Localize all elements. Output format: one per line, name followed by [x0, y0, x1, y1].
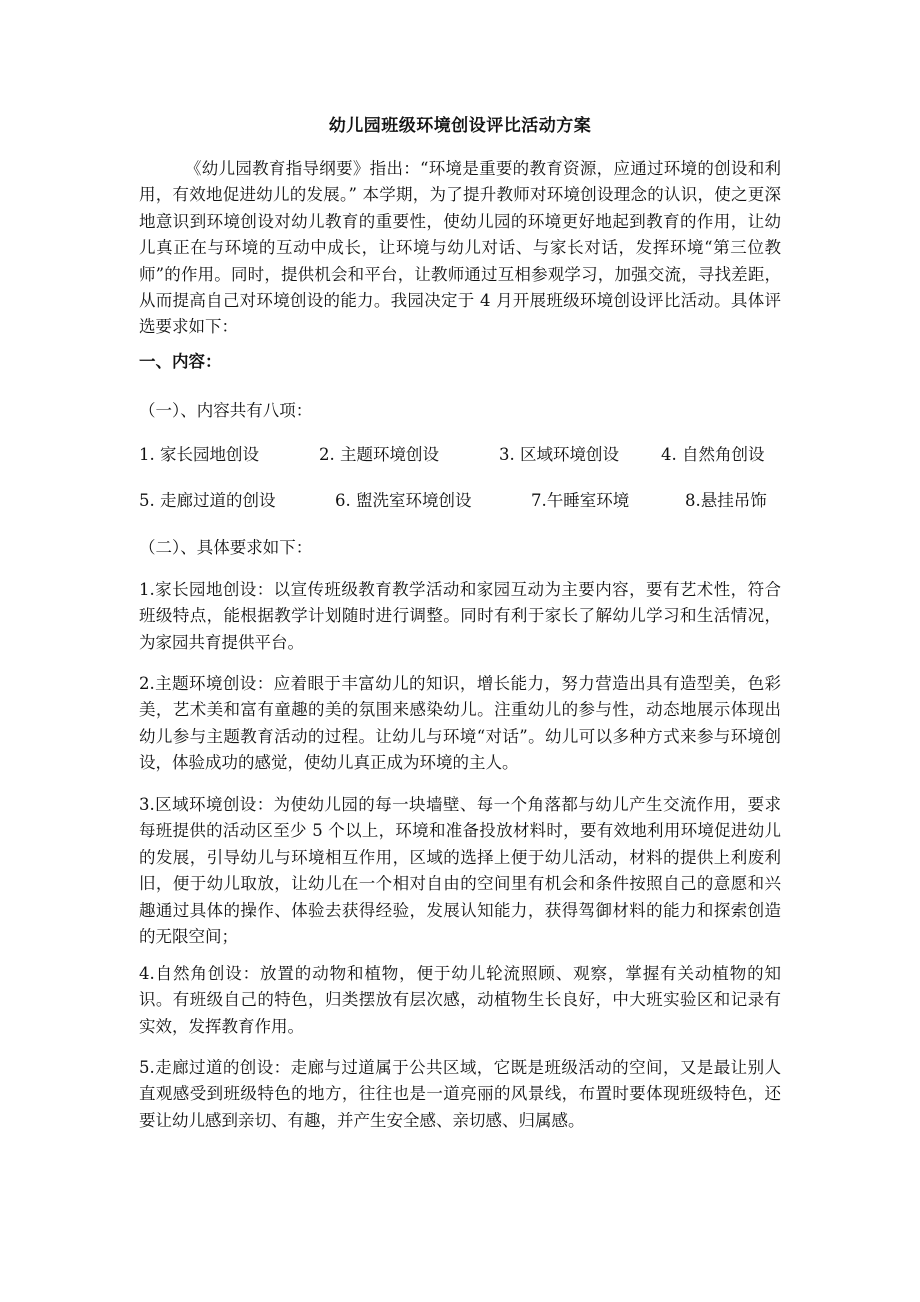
- document-title: 幼儿园班级环境创设评比活动方案: [328, 116, 592, 136]
- requirement-paragraph: 5.走廊过道的创设：走廊与过道属于公共区域，它既是班级活动的空间，又是最让别人直观感受到班级特色的地方，往往也是一道亮丽的风景线，布置时要体现班级特色，还要让幼儿感到亲切、有趣，并产生安全感、亲切感、归属感。: [139, 1058, 781, 1130]
- sub-heading-items: （一）、内容共有八项：: [139, 401, 313, 420]
- requirement-paragraph: 2.主题环境创设：应着眼于丰富幼儿的知识，增长能力，努力营造出具有造型美，色彩美，艺术美和富有童趣的美的氛围来感染幼儿。注重幼儿的参与性，动态地展示体现出幼儿参与主题教育活动的过程。让幼儿与环境“对话”。幼儿可以多种方式来参与环境创设，体验成功的感觉，使幼儿真正成为环境的主人。: [139, 674, 781, 773]
- list-item: 1. 家长园地创设: [139, 445, 259, 464]
- intro-paragraph: 《幼儿园教育指导纲要》指出：“环境是重要的教育资源，应通过环境的创设和利用，有效地促进幼儿的发展。” 本学期，为了提升教师对环境创设理念的认识，使之更深地意识到环境创设对幼儿教育的重要性，使幼儿园的环境更好地起到教育的作用，让幼儿真正在与环境的互动中成长，让环境与幼儿对话、与家长对话，发挥环境“第三位教师”的作用。同时，提供机会和平台，让教师通过互相参观学习，加强交流，寻找差距，从而提高自己对环境创设的能力。我园决定于 4 月开展班级环境创设评比活动。具体评选要求如下：: [139, 159, 781, 337]
- list-item: 7.午睡室环境: [531, 491, 630, 510]
- requirement-paragraph: 3.区域环境创设：为使幼儿园的每一块墙壁、每一个角落都与幼儿产生交流作用，要求每班提供的活动区至少 5 个以上，环境和准备投放材料时，要有效地利用环境促进幼儿的发展，引导幼儿与环境相互作用，区域的选择上便于幼儿活动，材料的提供上利废利旧，便于幼儿取放，让幼儿在一个相对自由的空间里有机会和条件按照自己的意愿和兴趣通过具体的操作、体验去获得经验，发展认知能力，获得驾御材料的能力和探索创造的无限空间；: [139, 795, 781, 947]
- section-heading: 一、内容：: [139, 352, 222, 371]
- list-item: 4. 自然角创设: [661, 445, 765, 464]
- list-item: 8.悬挂吊饰: [685, 491, 767, 510]
- sub-heading-requirements: （二）、具体要求如下：: [139, 538, 313, 557]
- requirement-paragraph: 1.家长园地创设：以宣传班级教育教学活动和家园互动为主要内容，要有艺术性，符合班级特点，能根据教学计划随时进行调整。同时有利于家长了解幼儿学习和生活情况，为家园共育提供平台。: [139, 580, 781, 652]
- list-item: 6. 盥洗室环境创设: [335, 491, 472, 510]
- requirement-paragraph: 4.自然角创设：放置的动物和植物，便于幼儿轮流照顾、观察，掌握有关动植物的知识。有班级自己的特色，归类摆放有层次感，动植物生长良好，中大班实验区和记录有实效，发挥教育作用。: [139, 964, 781, 1036]
- list-item: 3. 区域环境创设: [499, 445, 619, 464]
- list-item: 2. 主题环境创设: [319, 445, 439, 464]
- list-item: 5. 走廊过道的创设: [139, 491, 276, 510]
